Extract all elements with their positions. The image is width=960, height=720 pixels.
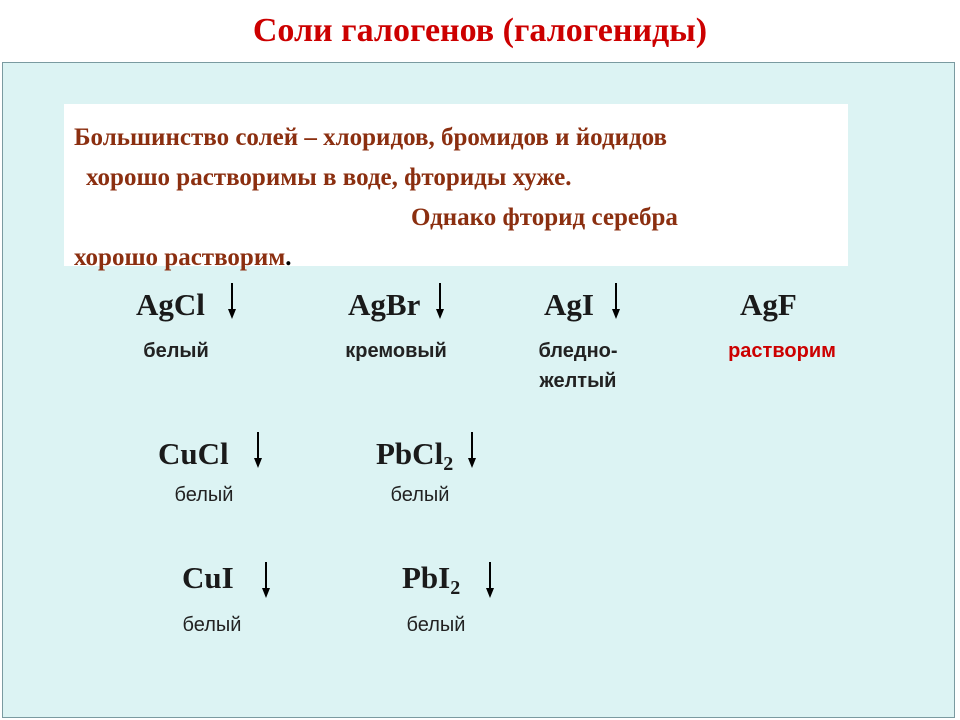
formula-agcl: AgCl xyxy=(136,287,205,322)
label-agi-line1: бледно- xyxy=(538,340,618,362)
label-agf: растворим xyxy=(728,340,836,362)
info-line-4-period: . xyxy=(285,244,292,271)
label-agcl: белый xyxy=(143,340,209,362)
formula-cui: CuI xyxy=(182,560,234,595)
precipitate-arrow-icon xyxy=(468,432,476,468)
formula-pbi2-subscript: 2 xyxy=(450,577,461,599)
precipitate-arrow-icon xyxy=(262,562,270,598)
formula-pbcl2-subscript: 2 xyxy=(443,453,454,475)
label-pbi2: белый xyxy=(406,614,466,636)
info-line-1: Большинство солей – хлоридов, бромидов и йодидов xyxy=(74,124,668,151)
precipitate-arrow-icon xyxy=(228,283,236,319)
precipitate-arrow-icon xyxy=(612,283,620,319)
formula-pbcl2 xyxy=(376,436,453,476)
label-cucl: белый xyxy=(174,484,234,506)
slide-title: Соли галогенов (галогениды) xyxy=(252,12,708,49)
info-line-2: хорошо растворимы в воде, фториды хуже. xyxy=(86,164,572,191)
label-cui: белый xyxy=(182,614,242,636)
info-line-4 xyxy=(74,238,848,278)
precipitate-arrow-icon xyxy=(436,283,444,319)
formula-pbi2-base: PbI xyxy=(402,560,451,595)
info-box xyxy=(64,104,848,271)
label-agi-line2: желтый xyxy=(539,370,617,392)
formula-pbcl2-base: PbCl xyxy=(376,436,444,471)
formula-agi: AgI xyxy=(544,287,594,322)
label-pbcl2: белый xyxy=(390,484,450,506)
formula-agf: AgF xyxy=(740,287,797,322)
info-line-3: Однако фторид серебра xyxy=(411,204,678,231)
precipitate-arrow-icon xyxy=(254,432,262,468)
precipitate-arrow-icon xyxy=(486,562,494,598)
formula-agbr: AgBr xyxy=(348,287,421,322)
info-line-4-text: хорошо растворим xyxy=(74,244,286,271)
label-agbr: кремовый xyxy=(345,340,447,362)
formula-cucl: CuCl xyxy=(158,436,229,471)
formula-pbi2 xyxy=(402,560,460,600)
